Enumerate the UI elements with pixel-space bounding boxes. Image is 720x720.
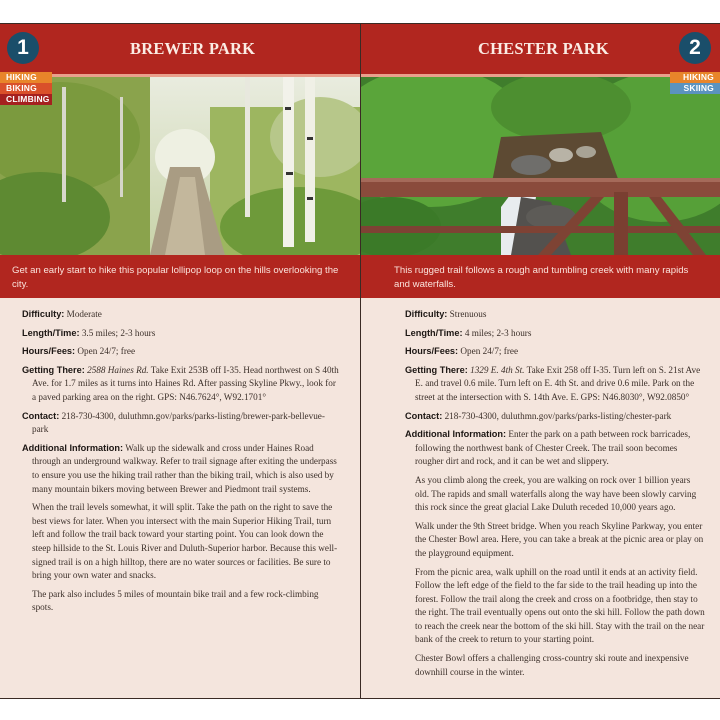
length-value: 4 miles; 2-3 hours — [464, 327, 532, 338]
page-chester-park — [361, 24, 720, 698]
difficulty-row: Difficulty: Strenuous — [405, 309, 487, 319]
additional-info-row: Additional Information: Enter the park on a path between rock barricades, following the northwest bank of Chester Creek. The trail soon becomes rougher dirt and rock, and it can be wet and slippery. — [405, 429, 691, 467]
hours-row: Hours/Fees: Open 24/7; free — [22, 346, 136, 357]
trail-details — [405, 308, 705, 684]
difficulty-value: Strenuous — [449, 309, 487, 319]
hours-value: Open 24/7; free — [460, 346, 519, 357]
difficulty-value: Moderate — [66, 309, 102, 319]
tag-hiking: HIKING — [670, 72, 720, 83]
additional-paragraph: Chester Bowl offers a challenging cross-country ski route and inexpensive downhill course in the winter. — [415, 653, 689, 677]
guidebook-spread — [0, 23, 720, 699]
additional-info-value: Walk up the sidewalk and cross under Haines Road through an underground walkway. Refer to trail signage after exiting the underpass to ensure you use the hiking trail rather than the biking trail, which is also used by many mountain bikers moving between Brewer and Piedmont trail systems. — [32, 442, 337, 494]
tag-biking: BIKING — [0, 83, 52, 94]
directions: Take Exit 253B off I-35. Head northwest on S 40th Ave. for 1.7 miles as it turns into Haines Rd. After passing Skyline Pkwy., look for a paved parking area on the right. GPS: N46.7624°, W92.1701° — [32, 364, 339, 402]
difficulty-row: Difficulty: Moderate — [22, 309, 102, 319]
length-value: 3.5 miles; 2-3 hours — [81, 327, 156, 338]
additional-paragraph: The park also includes 5 miles of mountain bike trail and a few rock-climbing spots. — [32, 588, 319, 613]
contact-value: 218-730-4300, duluthmn.gov/parks/parks-listing/chester-park — [444, 410, 672, 421]
hours-row: Hours/Fees: Open 24/7; free — [405, 346, 519, 357]
additional-info-value: Enter the park on a path between rock barricades, following the northwest bank of Chester Creek. The trail soon becomes rougher dirt and rock, and it can be wet and slippery. — [415, 429, 691, 467]
tag-hiking: HIKING — [0, 72, 52, 83]
trail-details — [22, 308, 340, 620]
intro-blurb: This rugged trail follows a rough and tumbling creek with many rapids and waterfalls. — [361, 255, 720, 298]
contact-value: 218-730-4300, duluthmn.gov/parks/parks-listing/brewer-park-bellevue-park — [32, 410, 325, 435]
getting-there-row: Getting There: 1329 E. 4th St. Take Exit 258 off I-35. Turn left on S. 21st Ave E. and travel 0.6 mile. Turn left on E. 4th St. and drive 0.6 mile. Park on the street at the intersection with S. 14th Ave. E. GPS: N46.8030°, W92.0850° — [405, 364, 701, 402]
additional-paragraph: From the picnic area, walk uphill on the road until it ends at an activity field. Follow the left edge of the field to the far side to the trail heading up into the forest. Follow the trail along the creek and cross on a footbridge, then stay to the right. The trail eventually opens out onto the ski hill. Follow the path down to reach the creek near the bottom of the ski hill. Stay with the trail on the near bank of the creek to return to your starting point. — [415, 566, 705, 645]
address: 2588 Haines Rd. — [87, 364, 149, 375]
trail-photo — [361, 77, 720, 255]
trail-photo — [0, 77, 360, 255]
getting-there-row: Getting There: 2588 Haines Rd. Take Exit 253B off I-35. Head northwest on S 40th Ave. for 1.7 miles as it turns into Haines Rd. After passing Skyline Pkwy., look for a paved parking area on the right. GPS: N46.7624°, W92.1701° — [22, 364, 339, 402]
length-row: Length/Time: 3.5 miles; 2-3 hours — [22, 327, 156, 338]
contact-row: Contact: 218-730-4300, duluthmn.gov/parks/parks-listing/chester-park — [405, 410, 672, 421]
trail-number-badge: 1 — [7, 32, 39, 64]
additional-paragraph: When the trail levels somewhat, it will split. Take the path on the right to save the best views for later. When you intersect with the main Superior Hiking Trail, turn left and follow the trail back toward your starting point. You can look down the steep hillside to the St. Louis River and Duluth-Superior harbor. Because this well-signed trail is on a high hilltop, there are no water sources or facilities. Be sure to bring your own water and snacks. — [32, 502, 338, 581]
additional-info-row: Additional Information: Walk up the sidewalk and cross under Haines Road through an underground walkway. Refer to trail signage after exiting the underpass to ensure you use the hiking trail rather than the biking trail, which is also used by many mountain bikers moving between Brewer and Piedmont trail systems. — [22, 442, 337, 494]
page-brewer-park — [0, 24, 360, 698]
birch-trail-photo-icon — [0, 77, 360, 255]
page-header — [0, 24, 360, 74]
tag-skiing: SKIING — [670, 83, 720, 94]
address: 1329 E. 4th St. — [470, 364, 525, 375]
additional-paragraph: Walk under the 9th Street bridge. When you reach Skyline Parkway, you enter the Chester Bowl area. Here, you can take a break at the picnic area or play on the playground equipment. — [415, 520, 704, 558]
activity-tags — [670, 72, 720, 94]
tag-climbing: CLIMBING — [0, 94, 52, 105]
trail-number-badge: 2 — [679, 32, 711, 64]
directions: Take Exit 258 off I-35. Turn left on S. 21st Ave E. and travel 0.6 mile. Turn left on E. 4th St. and drive 0.6 mile. Park on the street at the intersection with S. 14th Ave. E. GPS: N46.8030°, W92.0850° — [415, 364, 701, 402]
additional-paragraph: As you climb along the creek, you are walking on rock over 1 billion years old. The rapids and small waterfalls along the way have been slowly carving this rock since the great glacial Lake Duluth receded 10,000 years ago. — [415, 474, 697, 513]
creek-bridge-photo-icon — [361, 77, 720, 255]
park-title: CHESTER PARK — [478, 39, 609, 58]
contact-row: Contact: 218-730-4300, duluthmn.gov/parks/parks-listing/brewer-park-bellevue-park — [22, 410, 325, 435]
hours-value: Open 24/7; free — [77, 346, 136, 357]
activity-tags — [0, 72, 52, 105]
intro-blurb: Get an early start to hike this popular lollipop loop on the hills overlooking the city. — [0, 255, 360, 298]
park-title: BREWER PARK — [130, 39, 256, 58]
page-header — [361, 24, 720, 74]
length-row: Length/Time: 4 miles; 2-3 hours — [405, 327, 532, 338]
